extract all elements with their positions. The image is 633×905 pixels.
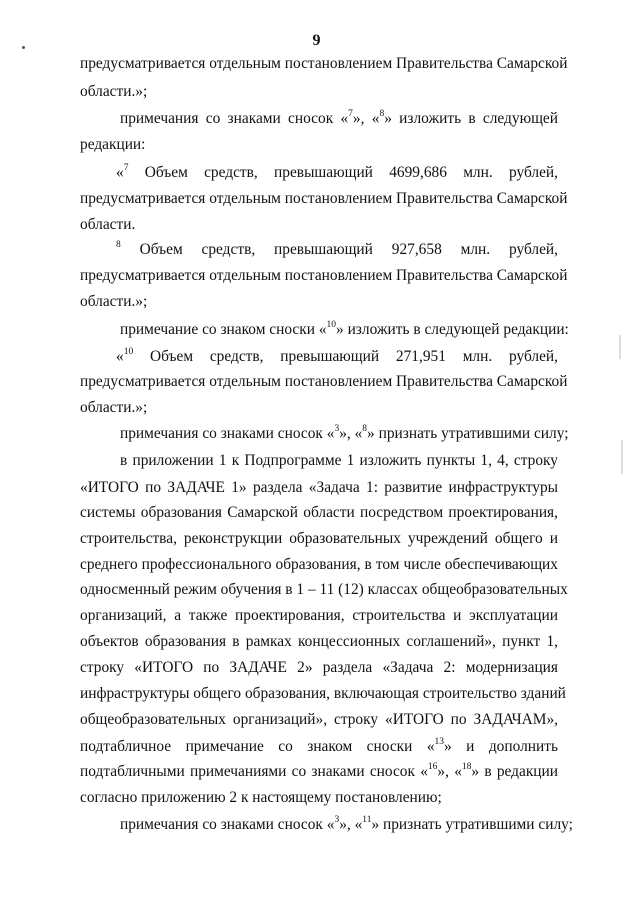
text-line: «$^{10}$ Объем средств, превышающий 271,951 млн. рублей, [116,346,558,365]
footnote-mark: 7 [348,108,353,119]
text-line: области.»; [80,399,148,416]
scan-artifact [619,335,621,359]
text-line: «ИТОГО по ЗАДАЧЕ 1» раздела «Задача 1: развитие инфраструктуры [80,479,558,496]
text-line: предусматривается отдельным постановлением Правительства Самарской [80,373,568,390]
text-line: примечания со знаками сносок «$^3$», «$^8$» признать утратившими силу; [120,423,569,442]
text-line: подтабличными примечаниями со знаками сносок «$^{16}$», «$^{18}$» в редакции [80,761,559,780]
text-line: области.»; [80,293,148,310]
text-line: согласно приложению 2 к настоящему постановлению; [80,789,442,806]
footnote-mark: 13 [434,736,445,747]
footnote-mark: 10 [123,346,134,357]
text-line: редакции: [80,136,146,153]
scan-artifact [621,440,623,474]
footnote-mark: 3 [334,814,340,825]
footnote-mark: 3 [334,423,340,434]
text-line: организаций, а также проектирования, строительства и эксплуатации [80,607,558,624]
text-line: системы образования Самарской области посредством проектирования, [80,504,558,521]
page-number: 9 [312,32,321,49]
footnote-mark: 18 [461,761,472,772]
text-line: области. [80,216,136,233]
footnote-mark: 10 [326,319,337,330]
text-line: предусматривается отдельным постановлением Правительства Самарской [80,190,568,207]
text-line: предусматривается отдельным постановлением Правительства Самарской [80,55,568,72]
text-line: примечания со знаками сносок «$^7$», «$^8$» изложить в следующей [120,108,558,127]
text-line: общеобразовательных организаций», строку «ИТОГО по ЗАДАЧАМ», [80,711,558,728]
footnote-mark: 8 [379,108,385,119]
text-line: односменный режим обучения в 1 – 11 (12) классах общеобразовательных [80,581,568,598]
text-line: инфраструктуры общего образования, включающая строительство зданий [80,685,566,702]
text-line: области.»; [80,83,148,100]
text-line: предусматривается отдельным постановлением Правительства Самарской [80,267,568,284]
text-line: примечание со знаком сноски «$^{10}$» изложить в следующей редакции: [120,319,569,338]
footnote-mark: 8 [116,239,121,250]
text-line: строку «ИТОГО по ЗАДАЧЕ 2» раздела «Задача 2: модернизация [80,659,558,676]
text-line: «$^7$ Объем средств, превышающий 4699,686 млн. рублей, [116,162,558,181]
text-line: среднего профессионального образования, в том числе обеспечивающих [80,556,558,573]
text-line: объектов образования в рамках концессионных соглашений», пункт 1, [80,633,558,650]
footnote-mark: 8 [362,423,368,434]
text-line: строительства, реконструкции образовательных учреждений общего и [80,530,558,547]
text-line: примечания со знаками сносок «$^3$», «$^{11}$» признать утратившими силу; [120,814,573,833]
text-line: подтабличное примечание со знаком сноски «$^{13}$» и дополнить [80,736,559,755]
footnote-mark: 11 [362,814,372,825]
text-line: в приложении 1 к Подпрограмме 1 изложить пункты 1, 4, строку [120,452,558,469]
text-line: $^8$ Объем средств, превышающий 927,658 млн. рублей, [116,239,558,258]
footnote-mark: 16 [427,761,438,772]
footnote-mark: 7 [123,162,129,173]
